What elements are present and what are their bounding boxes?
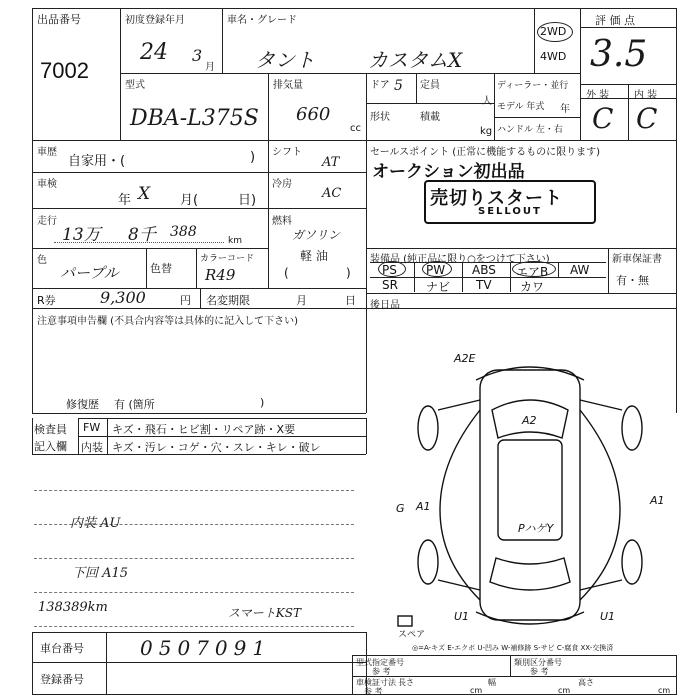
hand-note-interior: 内装 AU [70,516,121,531]
length-label: 長さ [398,678,414,687]
repair-value: 有 (箇所 [114,398,155,411]
spare-label: スペア [398,630,426,640]
height-unit: cm [658,686,671,695]
ac-label: 冷房 [272,179,292,190]
mark-left-side: G [396,502,405,515]
repair-label: 修復歴 [66,398,99,411]
fuel-label: 燃料 [272,216,292,227]
rear-seat-label: 後日品 [370,300,400,311]
width-unit: cm [558,686,571,695]
hand-note-key: スマートKST [228,606,301,620]
fuel-paren-open: ( [284,266,289,280]
exterior-label: 外 装 [586,90,610,101]
front-left-tire [418,406,438,450]
equip-airbag-circle [512,261,556,277]
mark-hood: A2 [522,414,537,427]
equip-navi: ナビ [426,280,451,294]
rear-window [490,558,570,590]
cc-unit: cc [350,123,361,134]
front-tire-line-r [580,400,622,410]
color-code-label: カラーコード [200,254,255,264]
color-value: パープル [60,264,119,282]
left-side-panel [440,410,480,600]
length-unit: cm [470,686,483,695]
history-value: 自家用・( [68,154,126,169]
yen-unit: 円 [180,294,191,307]
model-year-label: モデル 年式 [497,102,545,112]
exterior-grade: C [592,102,614,135]
fuel-gasoline: ガソリン [292,228,341,242]
warranty-value: 有・無 [616,274,649,287]
equip-sr: SR [382,278,398,292]
fuel-paren-close: ) [346,266,351,280]
mark-left-front: A1 [416,500,431,513]
model-name: タント [255,48,315,72]
warranty-label: 新車保証書 [612,254,662,265]
mileage-label: 走行 [37,216,57,227]
rear-tire-line-r [580,580,622,590]
handle-label: ハンドル 左・右 [497,125,563,135]
mark-right-front: A1 [650,494,665,507]
interior-items: キズ・汚レ・コゲ・穴・スレ・キレ・破レ [112,441,321,454]
interior-label: 内 装 [634,90,658,101]
chassis-label: 車台番号 [40,642,84,655]
front-right-tire [622,406,642,450]
inspection-x: X [138,184,151,204]
recycle-label: R券 [37,294,56,307]
first-registration-month: 3 [192,46,203,65]
inspector-label-2: 記入欄 [34,440,67,453]
auction-first-stamp: オークション初出品 [372,162,525,182]
capacity-label: 定員 [420,80,440,91]
lot-label: 出品番号 [37,13,81,26]
mileage-digit-boxes [54,220,224,243]
color-label: 色 [37,255,47,266]
hand-note-mileage: 138389km [38,600,108,615]
lot-number: 7002 [40,58,89,83]
name-change-day: 日 [345,294,356,307]
dealer-label: ディーラー・並行 [497,81,569,91]
notes-label: 注意事項申告欄 (不具合内容等は具体的に記入して下さい) [37,316,298,327]
mark-roof-paint: PハゲY [518,522,554,535]
equip-pw: PW [426,263,446,277]
equip-ps-circle [378,261,406,277]
category-label: 類別区分番号 [514,658,562,667]
rear-right-tire [622,540,642,584]
mileage-rest: 388 [170,224,197,240]
recycle-value: 9,300 [100,288,146,307]
doors-value: 5 [394,78,403,94]
displacement-value: 660 [296,104,331,125]
mark-rear-right: U1 [600,610,616,623]
dimensions-label: 車検証寸法 [356,678,396,687]
kg-unit: kg [480,126,493,137]
year-unit: 年 [560,104,570,115]
equip-tv: TV [476,278,492,292]
equip-pw-circle [422,261,452,277]
person-unit: 人 [482,96,492,107]
score-value: 3.5 [590,34,648,75]
mark-front-bumper: A2E [454,352,476,365]
reg-number-label: 登録番号 [40,673,84,686]
history-label: 車歴 [37,147,57,158]
equip-aw: AW [570,263,590,277]
shift-label: シフト [272,147,302,158]
damage-legend: ◎=A-キズ E-エクボ U-凹み W-補修跡 S-サビ C-腐食 XX-交換済 [412,644,614,652]
inspection-label: 車検 [37,179,57,190]
interior-grade: C [636,102,658,135]
model-designation-ref: 参 考 [372,667,391,676]
damage-diagram [380,340,680,640]
model-label: 車名・グレード [227,15,297,26]
ac-value: AC [322,186,342,201]
km-unit: km [228,236,242,246]
car-body-outline [480,370,580,620]
load-label: 積載 [420,112,440,123]
equip-ps: PS [382,263,397,277]
repaint-label: 色替 [150,262,172,275]
height-label: 高さ [578,678,594,687]
equip-abs: ABS [472,263,496,277]
shape-label: 形状 [370,112,390,123]
width-label: 幅 [488,678,496,687]
mileage-man: 13万 [62,225,101,245]
interior-row-label: 内装 [81,441,103,454]
category-ref: 参 考 [530,667,549,676]
repair-close: ) [260,396,265,409]
hand-note-underbody: 下回 A15 [72,566,129,581]
spare-tire [398,616,412,626]
type-label: 型式 [125,80,145,91]
history-close: ) [250,150,256,165]
drive-2wd: 2WD [540,25,567,38]
inspection-month: 月( [180,193,199,208]
rear-tire-line-l [438,580,480,590]
front-bumper [476,367,584,380]
right-side-panel [580,410,620,600]
sellout-en: SELLOUT [478,206,542,217]
model-grade: カスタムX [368,48,463,72]
equip-airbag: エアB [516,265,549,279]
doors-label: ドア [370,80,390,91]
fw-items: キズ・飛石・ヒビ割・リペア跡・X要 [112,423,296,436]
model-designation-label: 型式指定番号 [356,658,404,667]
fw-label: FW [83,421,101,434]
first-registration-year: 24 [140,40,168,65]
rear-left-tire [418,540,438,584]
shift-value: AT [322,155,340,170]
mileage-sen: 8千 [128,225,156,245]
displacement-label: 排気量 [273,80,303,91]
chassis-value: 0507091 [140,636,272,660]
dimensions-ref: 参 考 [364,687,383,696]
equip-leather: カワ [520,280,545,294]
name-change-label: 名変期限 [206,294,250,307]
sales-point-label: セールスポイント (正常に機能するものに限ります) [370,147,601,158]
drive-4wd: 4WD [540,50,567,63]
rear-bumper [476,612,584,624]
inspection-year: 年 [118,193,132,208]
first-registration-label: 初度登録年月 [125,15,185,26]
inspection-day: 日) [238,193,257,208]
name-change-month: 月 [296,294,307,307]
color-code-value: R49 [205,266,236,284]
inspector-label-1: 検査員 [34,423,67,436]
equipment-label: 装備品 (純正品に限り○をつけて下さい) [370,254,550,265]
front-tire-line-l [438,400,480,410]
sellout-stamp [424,180,596,224]
sellout-jp: 売切りスタート [430,188,563,209]
score-label: 評 価 点 [595,14,635,27]
month-unit: 月 [205,62,215,73]
fuel-light-oil: 軽 油 [300,249,328,263]
mark-rear-left: U1 [454,610,470,623]
type-value: DBA-L375S [130,106,259,131]
